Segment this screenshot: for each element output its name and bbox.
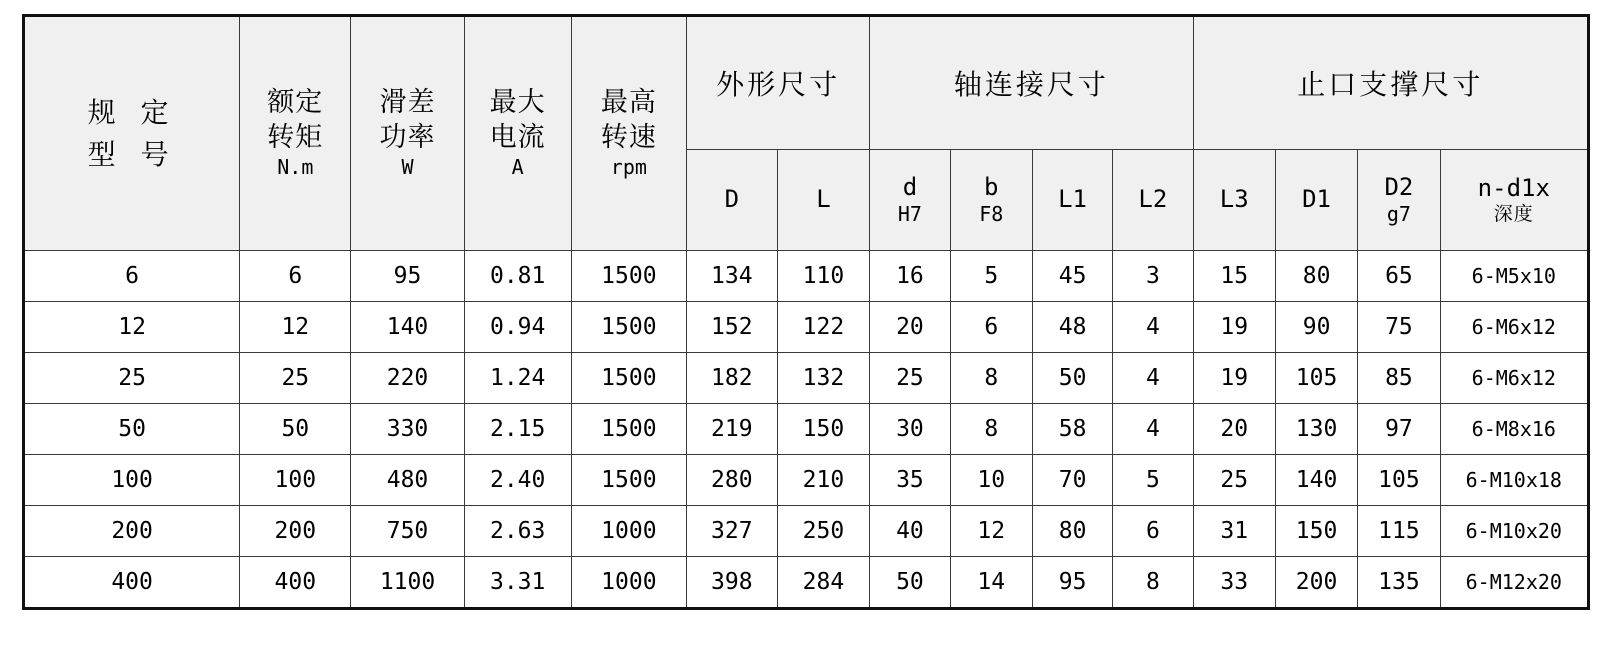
table-row [24, 506, 1589, 557]
cell-L: 110 [777, 251, 870, 302]
cell-L1: 45 [1032, 251, 1112, 302]
header-col-D1: D1 [1275, 150, 1357, 251]
cell-speed: 1500 [571, 302, 686, 353]
header-group-outline-dimensions: 外形尺寸 [687, 16, 870, 150]
cell-D1: 130 [1275, 404, 1357, 455]
cell-thread: 6-M8x16 [1440, 404, 1588, 455]
cell-L1: 50 [1032, 353, 1112, 404]
header-col-L3: L3 [1193, 150, 1275, 251]
cell-thread: 6-M6x12 [1440, 302, 1588, 353]
cell-L3: 25 [1193, 455, 1275, 506]
cell-D2: 65 [1358, 251, 1440, 302]
cell-model: 25 [24, 353, 240, 404]
cell-D: 327 [687, 506, 778, 557]
cell-D: 134 [687, 251, 778, 302]
cell-b: 14 [950, 557, 1032, 609]
cell-L3: 15 [1193, 251, 1275, 302]
header-col-d [870, 150, 950, 251]
cell-d: 20 [870, 302, 950, 353]
header-max-speed-unit: rpm [610, 155, 647, 180]
cell-b: 10 [950, 455, 1032, 506]
cell-D2: 135 [1358, 557, 1440, 609]
cell-L3: 33 [1193, 557, 1275, 609]
header-rated-torque-l2: 转矩 [267, 121, 324, 153]
cell-L2: 4 [1113, 302, 1193, 353]
cell-D: 182 [687, 353, 778, 404]
cell-model: 400 [24, 557, 240, 609]
header-col-d-tol: H7 [897, 202, 922, 227]
cell-D: 280 [687, 455, 778, 506]
cell-thread: 6-M12x20 [1440, 557, 1588, 609]
cell-L3: 19 [1193, 353, 1275, 404]
cell-L2: 5 [1113, 455, 1193, 506]
cell-D2: 105 [1358, 455, 1440, 506]
header-model [24, 16, 240, 251]
cell-D1: 105 [1275, 353, 1357, 404]
cell-D: 398 [687, 557, 778, 609]
header-col-thread [1440, 150, 1588, 251]
cell-thread: 6-M10x20 [1440, 506, 1588, 557]
cell-d: 40 [870, 506, 950, 557]
cell-L: 132 [777, 353, 870, 404]
cell-d: 30 [870, 404, 950, 455]
cell-power: 480 [351, 455, 464, 506]
cell-current: 1.24 [464, 353, 571, 404]
cell-D: 219 [687, 404, 778, 455]
header-col-D2 [1358, 150, 1440, 251]
cell-torque: 6 [240, 251, 351, 302]
header-col-b [950, 150, 1032, 251]
header-slip-power-l2: 功率 [379, 121, 436, 153]
cell-D2: 75 [1358, 302, 1440, 353]
cell-model: 100 [24, 455, 240, 506]
cell-power: 220 [351, 353, 464, 404]
cell-L2: 3 [1113, 251, 1193, 302]
cell-b: 12 [950, 506, 1032, 557]
cell-torque: 12 [240, 302, 351, 353]
header-slip-power-unit: W [401, 155, 414, 180]
header-col-b-main: b [984, 173, 999, 202]
header-col-b-tol: F8 [979, 202, 1004, 227]
cell-model: 12 [24, 302, 240, 353]
cell-current: 2.63 [464, 506, 571, 557]
cell-power: 750 [351, 506, 464, 557]
cell-d: 50 [870, 557, 950, 609]
header-col-d-main: d [902, 173, 918, 202]
header-rated-torque-l1: 额定 [267, 87, 324, 119]
table-row [24, 557, 1589, 609]
cell-L2: 4 [1113, 353, 1193, 404]
header-max-current-l1: 最大 [489, 87, 546, 119]
header-max-current-l2: 电流 [489, 121, 546, 153]
cell-model: 200 [24, 506, 240, 557]
cell-speed: 1500 [571, 353, 686, 404]
cell-L3: 20 [1193, 404, 1275, 455]
cell-D: 152 [687, 302, 778, 353]
cell-L: 122 [777, 302, 870, 353]
cell-power: 140 [351, 302, 464, 353]
cell-d: 35 [870, 455, 950, 506]
table-row [24, 455, 1589, 506]
cell-b: 6 [950, 302, 1032, 353]
cell-b: 8 [950, 404, 1032, 455]
header-model-line1: 规 定 [87, 95, 177, 129]
header-max-current-unit: A [511, 155, 524, 180]
table-header [24, 16, 1589, 251]
header-max-speed [571, 16, 686, 251]
cell-power: 95 [351, 251, 464, 302]
cell-D1: 80 [1275, 251, 1357, 302]
cell-D2: 115 [1358, 506, 1440, 557]
cell-L3: 19 [1193, 302, 1275, 353]
cell-L1: 95 [1032, 557, 1112, 609]
cell-D1: 150 [1275, 506, 1357, 557]
cell-d: 25 [870, 353, 950, 404]
cell-speed: 1000 [571, 557, 686, 609]
cell-D2: 85 [1358, 353, 1440, 404]
cell-current: 3.31 [464, 557, 571, 609]
cell-L3: 31 [1193, 506, 1275, 557]
cell-torque: 400 [240, 557, 351, 609]
header-slip-power [351, 16, 464, 251]
header-col-D: D [687, 150, 778, 251]
cell-current: 0.94 [464, 302, 571, 353]
header-max-speed-l1: 最高 [600, 87, 657, 119]
header-col-thread-main: n-d1x [1477, 173, 1550, 202]
header-rated-torque [240, 16, 351, 251]
cell-D2: 97 [1358, 404, 1440, 455]
cell-speed: 1500 [571, 455, 686, 506]
specification-table [22, 14, 1590, 610]
cell-L: 210 [777, 455, 870, 506]
header-col-L2: L2 [1113, 150, 1193, 251]
cell-L2: 4 [1113, 404, 1193, 455]
cell-L: 284 [777, 557, 870, 609]
table-row [24, 353, 1589, 404]
cell-d: 16 [870, 251, 950, 302]
cell-torque: 100 [240, 455, 351, 506]
header-col-L: L [777, 150, 870, 251]
cell-model: 6 [24, 251, 240, 302]
cell-model: 50 [24, 404, 240, 455]
header-col-L1: L1 [1032, 150, 1112, 251]
cell-L1: 48 [1032, 302, 1112, 353]
cell-L: 150 [777, 404, 870, 455]
cell-D1: 140 [1275, 455, 1357, 506]
header-model-line2: 型 号 [87, 137, 177, 171]
cell-L1: 58 [1032, 404, 1112, 455]
table-row [24, 251, 1589, 302]
table-row [24, 404, 1589, 455]
cell-power: 330 [351, 404, 464, 455]
header-col-thread-depth: 深度 [1493, 203, 1534, 226]
cell-D1: 90 [1275, 302, 1357, 353]
cell-power: 1100 [351, 557, 464, 609]
cell-speed: 1500 [571, 251, 686, 302]
cell-thread: 6-M6x12 [1440, 353, 1588, 404]
cell-L2: 6 [1113, 506, 1193, 557]
header-row-groups [24, 16, 1589, 150]
table-row [24, 302, 1589, 353]
cell-speed: 1000 [571, 506, 686, 557]
header-max-current [464, 16, 571, 251]
header-max-speed-l2: 转速 [600, 121, 657, 153]
cell-torque: 50 [240, 404, 351, 455]
cell-thread: 6-M10x18 [1440, 455, 1588, 506]
cell-L2: 8 [1113, 557, 1193, 609]
header-col-D2-tol: g7 [1386, 202, 1411, 227]
cell-current: 2.15 [464, 404, 571, 455]
cell-current: 0.81 [464, 251, 571, 302]
header-rated-torque-unit: N.m [277, 155, 314, 180]
cell-torque: 200 [240, 506, 351, 557]
cell-current: 2.40 [464, 455, 571, 506]
header-group-spigot-support-dimensions: 止口支撑尺寸 [1193, 16, 1588, 150]
table-body [24, 251, 1589, 609]
cell-D1: 200 [1275, 557, 1357, 609]
cell-thread: 6-M5x10 [1440, 251, 1588, 302]
cell-L1: 80 [1032, 506, 1112, 557]
cell-b: 8 [950, 353, 1032, 404]
cell-torque: 25 [240, 353, 351, 404]
cell-L: 250 [777, 506, 870, 557]
header-group-shaft-connection-dimensions: 轴连接尺寸 [870, 16, 1193, 150]
cell-b: 5 [950, 251, 1032, 302]
header-col-D2-main: D2 [1384, 173, 1414, 202]
header-slip-power-l1: 滑差 [379, 87, 436, 119]
cell-L1: 70 [1032, 455, 1112, 506]
cell-speed: 1500 [571, 404, 686, 455]
